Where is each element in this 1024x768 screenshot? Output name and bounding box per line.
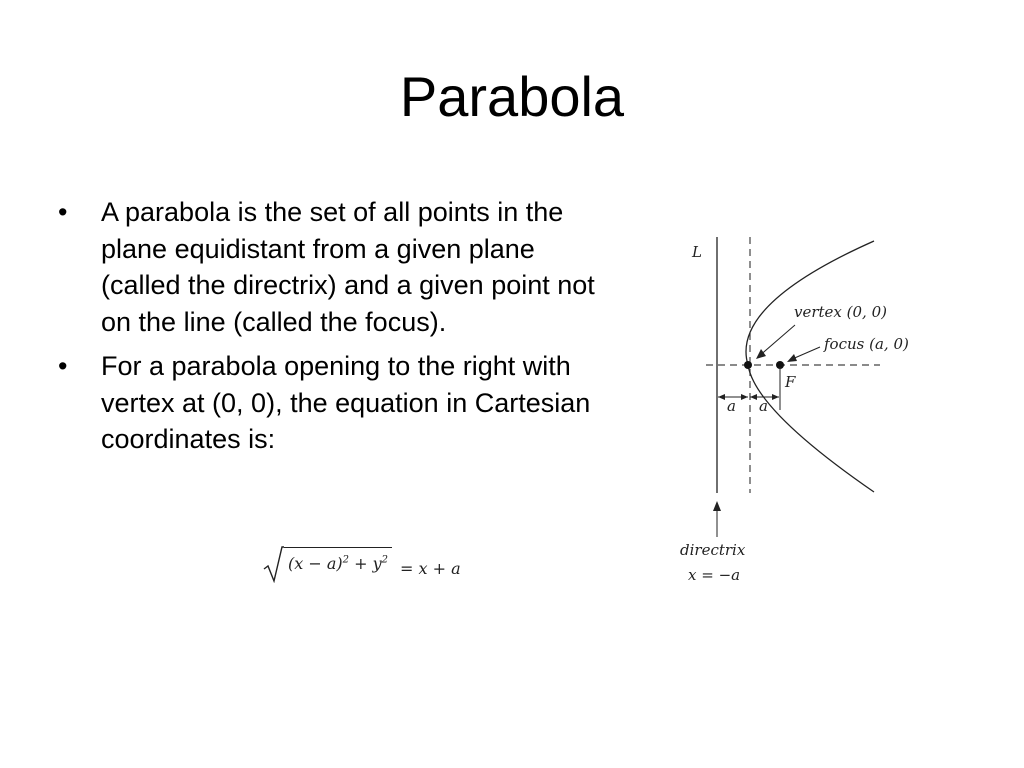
bullet-item: [58, 348, 618, 458]
exponent: 2: [342, 554, 349, 566]
bullet-marker: •: [58, 351, 68, 381]
bullet-text-definition: A parabola is the set of all points in the plane equidistant from a given plane (called the directrix) and a given point not on the line (called the focus).: [101, 197, 595, 337]
label-a-right: a: [759, 397, 768, 415]
arrowhead-icon: [741, 394, 748, 400]
bullet-item: [58, 194, 618, 340]
bullet-marker: •: [58, 197, 68, 227]
radicand-term-y: + y: [349, 554, 382, 573]
arrowhead-icon: [713, 501, 721, 511]
arrowhead-icon: [772, 394, 779, 400]
arrowhead-icon: [756, 349, 766, 359]
arrowhead-icon: [787, 354, 797, 362]
parabola-equation: [262, 544, 461, 584]
bullet-list: [58, 194, 618, 466]
radicand-term-a: (x − a): [288, 554, 343, 573]
label-vertex: vertex (0, 0): [794, 303, 887, 321]
arrowhead-icon: [750, 394, 757, 400]
arrowhead-icon: [718, 394, 725, 400]
parabola-diagram: [640, 225, 940, 595]
vertex-pointer-line: [758, 325, 795, 357]
vertex-point: [744, 361, 752, 369]
parabola-curve: [746, 241, 874, 492]
radical-sign-icon: [262, 545, 284, 583]
exponent: 2: [381, 554, 388, 566]
label-f: F: [785, 373, 796, 391]
radicand: [284, 547, 392, 583]
square-root: [262, 545, 392, 583]
label-directrix-equation: x = −a: [688, 566, 741, 584]
equation-rhs: = x + a: [400, 558, 461, 578]
label-l: L: [692, 243, 702, 261]
label-focus: focus (a, 0): [824, 335, 909, 353]
slide-title: Parabola: [399, 65, 625, 128]
bullet-text-equation-intro: For a parabola opening to the right with vertex at (0, 0), the equation in Cartesian coordinates is:: [101, 351, 591, 454]
label-a-left: a: [727, 397, 736, 415]
label-directrix: directrix: [680, 541, 746, 559]
